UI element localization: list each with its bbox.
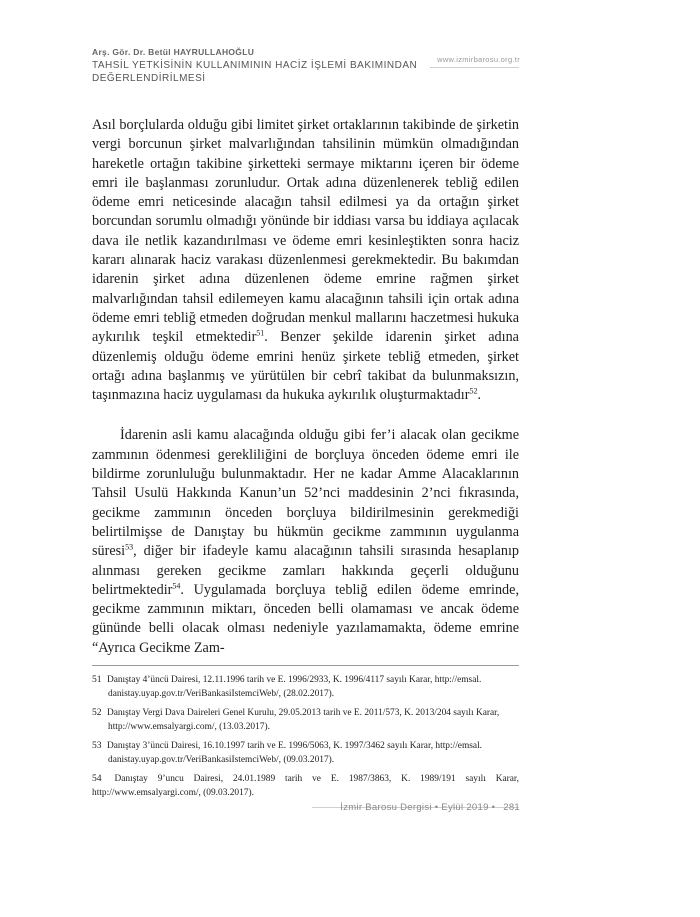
paragraph-2-text-c: . Uygulamada borçluya tebliğ edilen ödeme emrinde, gecikme zammının miktarı, önceden belli olamaması ve ancak ödeme gününde belli olacak olması nedeniyle yazılamamakta, ödeme emrine “Ayrıca Gecikme Zam- [92, 581, 519, 656]
paragraph-2 [92, 426, 519, 658]
running-header [92, 47, 532, 85]
footnote-ref-54[interactable]: 54 [172, 581, 181, 591]
journal-info: İzmir Barosu Dergisi • Eylül 2019 • [340, 802, 496, 813]
footnote-ref-53[interactable]: 53 [125, 542, 134, 552]
footnote-number: 54 [92, 773, 102, 784]
footnote-54 [92, 772, 519, 800]
footnote-text-line-2: danistay.uyap.gov.tr/VeriBankasiIstemciWeb/, (28.02.2017). [108, 689, 335, 699]
footnote-number: 52 [92, 707, 102, 718]
paragraph-2-text-b: , diğer bir ifadeyle kamu alacağının tahsili sırasında hesaplanıp alınması gereken gecikme zamları hakkında geçerli olduğunu belirtmektedir [92, 543, 519, 598]
website-url: www.izmirbarosu.org.tr [437, 55, 520, 64]
footnote-text-line-1: Danıştay Vergi Dava Daireleri Genel Kurulu, 29.05.2013 tarih ve E. 2011/573, K. 2013/204 sayılı Karar, [106, 708, 500, 718]
paragraph-1-text-c: . [477, 387, 481, 404]
footnote-ref-52[interactable]: 52 [469, 386, 478, 396]
footnote-53 [92, 739, 519, 767]
footnote-text-line-1: Danıştay 4’üncü Dairesi, 12.11.1996 tarih ve E. 1996/2933, K. 1996/4117 sayılı Karar, http://emsal. [106, 675, 482, 685]
footnote-text-line-2: danistay.uyap.gov.tr/VeriBankasiIstemciWeb/, (09.03.2017). [108, 755, 335, 765]
paragraph-1-text-b: . Benzer şekilde idarenin şirket adına düzenlemiş olduğu ödeme emrini henüz şirkete tebliğ etmeden, şirket ortağı adına başlanmış ve yürütülen bir cebrî takibat da bulunmaksızın, taşınmazına haciz uygulaması da hukuka aykırılık oluşturmaktadır [92, 329, 519, 404]
author-name: Arş. Gör. Dr. Betül HAYRULLAHOĞLU [92, 47, 255, 57]
footnote-number: 53 [92, 740, 102, 751]
footnote-number: 51 [92, 674, 102, 685]
page-number: 281 [503, 802, 520, 813]
footnote-51 [92, 673, 519, 701]
paragraph-1-text-a: Asıl borçlularda olduğu gibi limitet şirket ortaklarının takibinde de şirketin vergi borcunun şirket malvarlığından tahsilinin mümkün olmadığından hareketle ortağın takibine şirketteki sermaye miktarını içeren bir ödeme emri ile başlanması zorunludur. Ortak adına düzenlenerek tebliğ edilen ödeme emri neticesinde alacağın tahsil edilmesi ya da ortağın şirket borcundan sorumlu olmadığı yönünde bir iddiası varsa bu iddiaya açılacak dava ile netlik kazandırılması ve ödeme emri kesinleştikten sonra haciz kararı alınarak haciz varakası düzenlenmesi gerekmektedir. Bu bakımdan idarenin şirket adına düzenlenen ödeme emrine rağmen şirket malvarlığından tahsil edilemeyen kamu alacağının tahsili için ortak adına ödeme emri tebliğ etmeden doğrudan menkul mallarını haczetmesi hukuka aykırılık teşkil etmektedir [92, 117, 519, 346]
footnote-separator [92, 665, 519, 666]
footnotes [92, 673, 519, 805]
article-title-line-1: TAHSİL YETKİSİNİN KULLANIMININ HACİZ İŞLEMİ BAKIMINDAN [92, 60, 418, 71]
footnote-ref-51[interactable]: 51 [256, 328, 265, 338]
body-text [92, 116, 519, 658]
footnote-52 [92, 706, 519, 734]
paragraph-2-text-a: İdarenin asli kamu alacağında olduğu gibi fer’i alacak olan gecikme zammının ödenmesi gerekliliğini de borçluya önceden ödeme emri ile bildirme zorunluluğu bulunmaktadır. Her ne kadar Amme Alacaklarının Tahsil Usulü Hakkında Kanun’un 52’nci maddesinin 2’nci fıkrasında, gecikme zammının önceden borçluya bildirilmesinin gerekmediği belirtilmişse de Danıştay bu hükmün gecikme zammının uygulanma süresi [92, 427, 519, 560]
footnote-text-line-2: http://www.emsalyargi.com/, (13.03.2017). [108, 722, 270, 732]
paragraph-1 [92, 116, 519, 405]
article-title-line-2: DEĞERLENDİRİLMESİ [92, 72, 206, 84]
running-footer [340, 802, 520, 813]
header-rule [430, 67, 519, 68]
footnote-text-line-1: Danıştay 9’uncu Dairesi, 24.01.1989 tarih ve E. 1987/3863, K. 1989/191 sayılı Karar, http://www.emsalyargi.com/, (09.03.2017). [92, 774, 520, 798]
footnote-text-line-1: Danıştay 3’üncü Dairesi, 16.10.1997 tarih ve E. 1996/5063, K. 1997/3462 sayılı Karar, http://emsal. [106, 741, 483, 751]
